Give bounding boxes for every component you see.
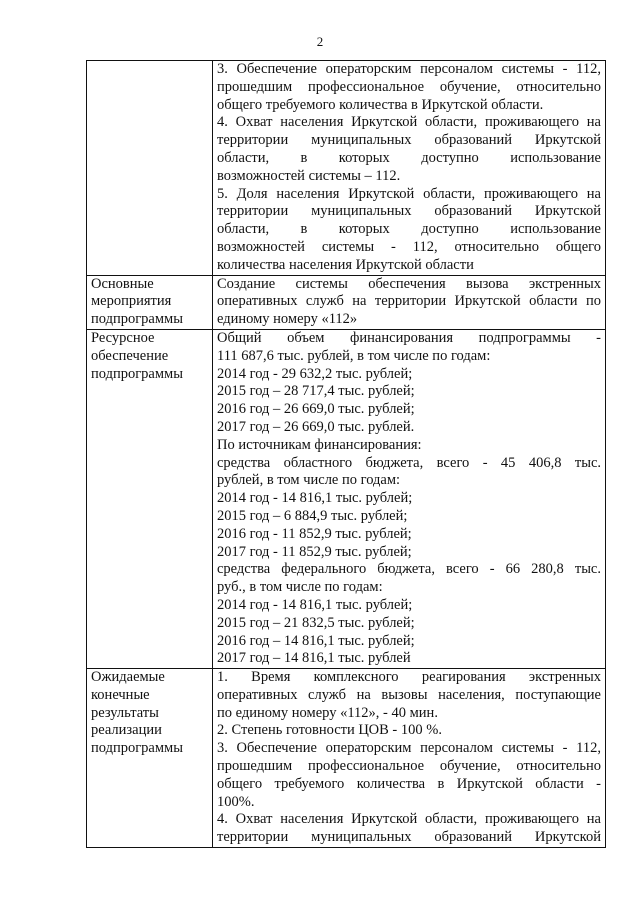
content-line: рублей, в том числе по годам:: [217, 472, 401, 489]
row-label-line: мероприятия: [91, 293, 172, 310]
content-line: 1. Время комплексного реагирования экстренных: [217, 669, 601, 686]
row-label-line: подпрограммы: [91, 365, 183, 382]
content-line: оперативных служб на территории Иркутской области по: [217, 293, 601, 310]
content-line: 2015 год – 28 717,4 тыс. рублей;: [217, 383, 415, 400]
table-row: [87, 275, 606, 329]
content-line: возможностей системы – 112.: [217, 167, 401, 184]
row-label-line: подпрограммы: [91, 740, 183, 757]
content-line: 3. Обеспечение операторским персоналом системы - 112,: [217, 740, 601, 757]
row-label-line: конечные: [91, 686, 150, 703]
table-row: [87, 669, 606, 848]
content-line: 2014 год - 14 816,1 тыс. рублей;: [217, 596, 413, 613]
content-line: 4. Охват населения Иркутской области, проживающего на: [217, 114, 601, 131]
row-label-line: обеспечение: [91, 347, 169, 364]
content-line: По источникам финансирования:: [217, 436, 422, 453]
content-line: 100%.: [217, 793, 255, 810]
content-line: количества населения Иркутской области: [217, 256, 474, 273]
content-line: по единому номеру «112», - 40 мин.: [217, 704, 438, 721]
content-line: 2014 год - 14 816,1 тыс. рублей;: [217, 490, 413, 507]
content-line: прошедшим профессиональное обучение, относительно: [217, 78, 601, 95]
row-label-line: подпрограммы: [91, 311, 183, 328]
content-line: 2016 год – 26 669,0 тыс. рублей;: [217, 401, 415, 418]
row-label-line: реализации: [91, 722, 162, 739]
content-line: 2015 год – 6 884,9 тыс. рублей;: [217, 507, 408, 524]
content-line: 2017 год – 14 816,1 тыс. рублей: [217, 650, 411, 667]
content-line: 4. Охват населения Иркутской области, проживающего на: [217, 811, 601, 828]
row-label-cell: [87, 329, 213, 668]
content-line: территории муниципальных образований Иркутской: [217, 132, 601, 149]
content-line: 2016 год – 14 816,1 тыс. рублей;: [217, 632, 415, 649]
content-line: оперативных служб на вызовы населения, поступающие: [217, 686, 601, 703]
content-line: 3. Обеспечение операторским персоналом системы - 112,: [217, 61, 601, 77]
content-line: 2017 год - 11 852,9 тыс. рублей;: [217, 543, 412, 560]
row-content-cell: [213, 275, 606, 329]
content-line: Общий объем финансирования подпрограммы -: [217, 329, 601, 346]
content-line: 2. Степень готовности ЦОВ - 100 %.: [217, 722, 442, 739]
content-line: территории муниципальных образований Иркутской: [217, 203, 601, 220]
content-line: 2017 год – 26 669,0 тыс. рублей.: [217, 418, 415, 435]
content-line: прошедшим профессиональное обучение, относительно: [217, 758, 601, 775]
content-line: средства областного бюджета, всего - 45 406,8 тыс.: [217, 454, 601, 471]
subprogram-passport-table: [86, 60, 606, 848]
content-line: единому номеру «112»: [217, 311, 358, 328]
content-line: Создание системы обеспечения вызова экстренных: [217, 275, 601, 292]
row-label-line: результаты: [91, 704, 159, 721]
row-label-line: Основные: [91, 275, 154, 292]
row-label-cell: [87, 669, 213, 848]
content-line: 111 687,6 тыс. рублей, в том числе по годам:: [217, 347, 491, 364]
content-line: области, в которых доступно использование: [217, 221, 601, 238]
content-line: 2014 год - 29 632,2 тыс. рублей;: [217, 365, 413, 382]
table-row: [87, 329, 606, 668]
content-line: области, в которых доступно использование: [217, 149, 601, 166]
row-content-cell: [213, 669, 606, 848]
page-number: 2: [316, 34, 324, 49]
table-body: [87, 61, 606, 848]
content-line: возможностей системы - 112, относительно общего: [217, 238, 601, 255]
content-line: 2015 год – 21 832,5 тыс. рублей;: [217, 614, 415, 631]
content-line: 5. Доля населения Иркутской области, проживающего на: [217, 185, 601, 202]
table-row: [87, 61, 606, 276]
row-label-line: Ресурсное: [91, 329, 155, 346]
row-content-cell: [213, 329, 606, 668]
row-label-cell: [87, 61, 213, 276]
content-line: общего требуемого количества в Иркутской области -: [217, 775, 601, 792]
row-label-cell: [87, 275, 213, 329]
content-line: территории муниципальных образований Иркутской: [217, 829, 601, 846]
row-label-line: Ожидаемые: [91, 669, 165, 686]
content-line: руб., в том числе по годам:: [217, 579, 383, 596]
content-line: средства федерального бюджета, всего - 66 280,8 тыс.: [217, 561, 601, 578]
content-line: 2016 год - 11 852,9 тыс. рублей;: [217, 525, 412, 542]
row-content-cell: [213, 61, 606, 276]
content-line: общего требуемого количества в Иркутской области.: [217, 96, 544, 113]
